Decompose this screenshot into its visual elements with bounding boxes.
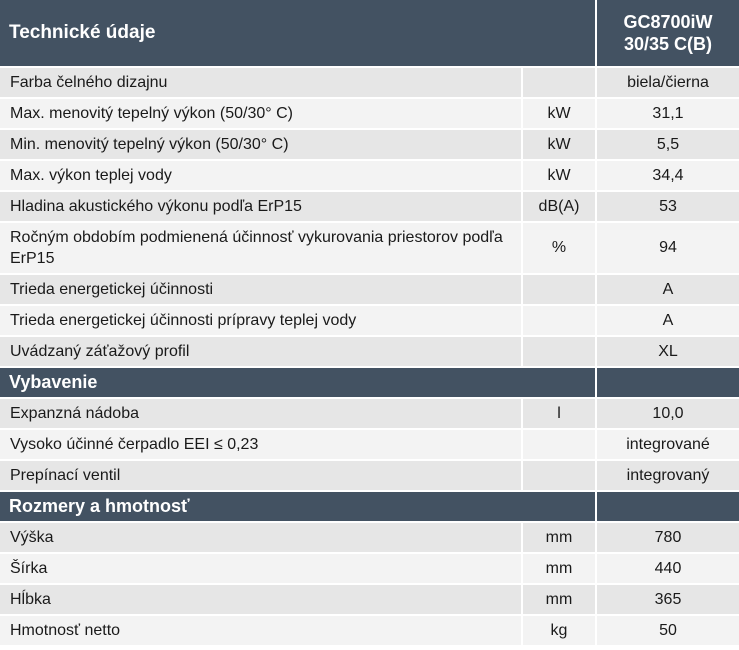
section-blank-cell <box>596 491 739 522</box>
row-value: 53 <box>596 191 739 222</box>
model-name <box>596 0 739 67</box>
row-unit: mm <box>522 584 596 615</box>
table-row <box>0 584 739 615</box>
row-value: 5,5 <box>596 129 739 160</box>
row-unit <box>522 460 596 491</box>
row-value: integrovaný <box>596 460 739 491</box>
table-title: Technické údaje <box>0 0 596 67</box>
row-unit: kW <box>522 129 596 160</box>
table-row <box>0 460 739 491</box>
table-row <box>0 191 739 222</box>
row-value: 365 <box>596 584 739 615</box>
row-label: Hladina akustického výkonu podľa ErP15 <box>0 191 522 222</box>
row-value: 10,0 <box>596 398 739 429</box>
row-value: 440 <box>596 553 739 584</box>
row-label: Max. výkon teplej vody <box>0 160 522 191</box>
section-header-dimensions <box>0 491 739 522</box>
row-value: 34,4 <box>596 160 739 191</box>
row-label: Trieda energetickej účinnosti prípravy teplej vody <box>0 305 522 336</box>
row-label: Trieda energetickej účinnosti <box>0 274 522 305</box>
row-label: Ročným obdobím podmienená účinnosť vykurovania priestorov podľa ErP15 <box>0 222 522 274</box>
row-value: 31,1 <box>596 98 739 129</box>
table-row <box>0 615 739 646</box>
row-value: 780 <box>596 522 739 553</box>
row-unit: kW <box>522 98 596 129</box>
row-unit: % <box>522 222 596 274</box>
row-label: Vysoko účinné čerpadlo EEI ≤ 0,23 <box>0 429 522 460</box>
table-row <box>0 222 739 274</box>
table-row <box>0 336 739 367</box>
model-line-1: GC8700iW <box>623 12 713 32</box>
section-blank-cell <box>596 367 739 398</box>
row-unit <box>522 336 596 367</box>
row-label: Hĺbka <box>0 584 522 615</box>
row-unit: kg <box>522 615 596 646</box>
row-value: A <box>596 305 739 336</box>
row-unit: dB(A) <box>522 191 596 222</box>
row-unit: kW <box>522 160 596 191</box>
row-label: Min. menovitý tepelný výkon (50/30° C) <box>0 129 522 160</box>
row-label: Hmotnosť netto <box>0 615 522 646</box>
row-label: Výška <box>0 522 522 553</box>
row-label: Šírka <box>0 553 522 584</box>
table-row <box>0 305 739 336</box>
row-label: Max. menovitý tepelný výkon (50/30° C) <box>0 98 522 129</box>
row-unit <box>522 274 596 305</box>
row-unit <box>522 67 596 98</box>
row-value: biela/čierna <box>596 67 739 98</box>
section-title: Rozmery a hmotnosť <box>0 491 596 522</box>
table-row <box>0 398 739 429</box>
table-row <box>0 274 739 305</box>
table-row <box>0 429 739 460</box>
table-row <box>0 553 739 584</box>
section-header-equipment <box>0 367 739 398</box>
row-unit <box>522 429 596 460</box>
table-row <box>0 522 739 553</box>
table-row <box>0 129 739 160</box>
row-label: Uvádzaný záťažový profil <box>0 336 522 367</box>
row-value: integrované <box>596 429 739 460</box>
row-unit: l <box>522 398 596 429</box>
table-row <box>0 160 739 191</box>
row-value: XL <box>596 336 739 367</box>
row-label: Expanzná nádoba <box>0 398 522 429</box>
row-label: Farba čelného dizajnu <box>0 67 522 98</box>
row-unit: mm <box>522 522 596 553</box>
table-row <box>0 67 739 98</box>
row-value: A <box>596 274 739 305</box>
row-label: Prepínací ventil <box>0 460 522 491</box>
model-line-2: 30/35 C(B) <box>623 34 713 54</box>
row-unit <box>522 305 596 336</box>
row-value: 50 <box>596 615 739 646</box>
table-row <box>0 98 739 129</box>
row-unit: mm <box>522 553 596 584</box>
table-header <box>0 0 739 67</box>
section-title: Vybavenie <box>0 367 596 398</box>
row-value: 94 <box>596 222 739 274</box>
